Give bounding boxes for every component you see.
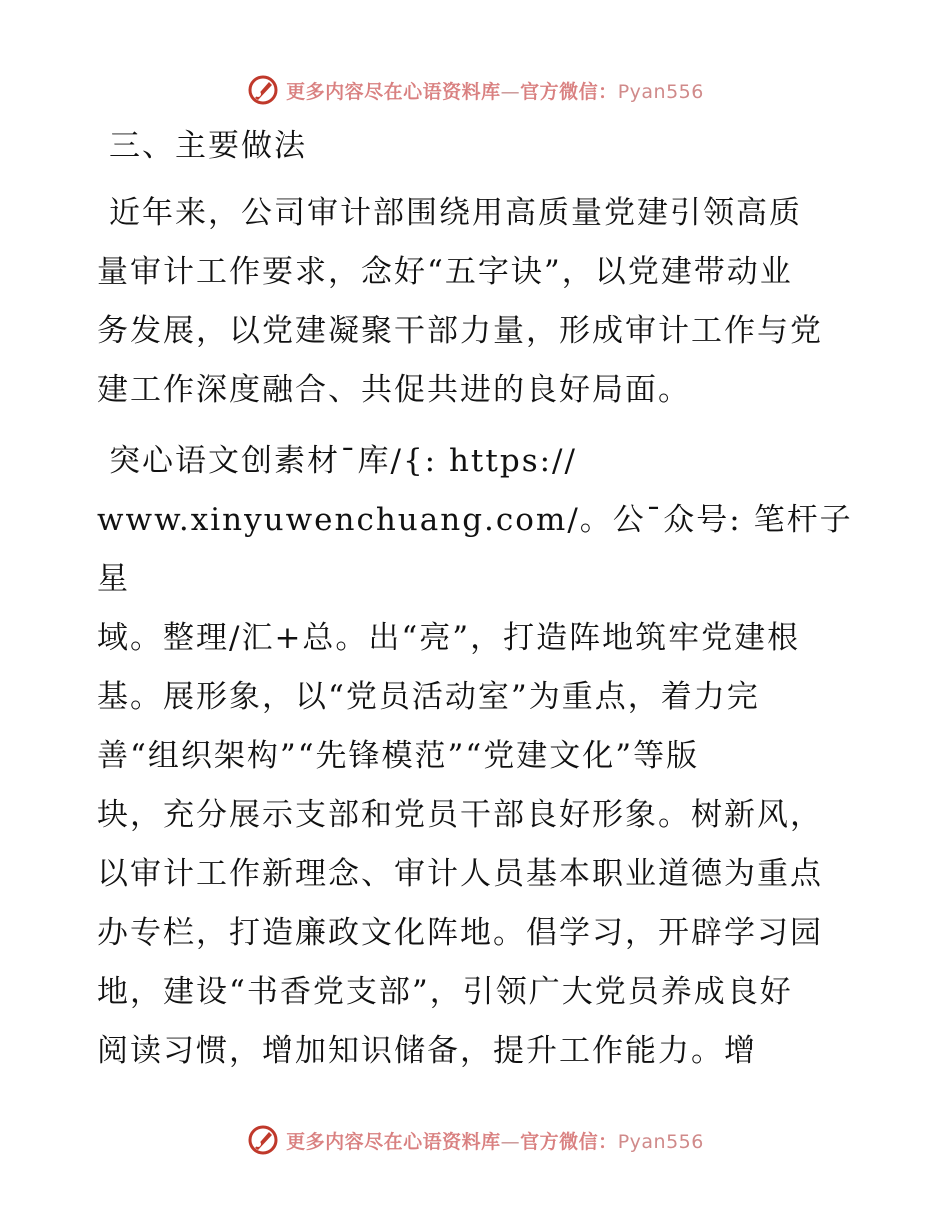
text-line: 地，建设“书香党支部”，引领广大党员养成良好	[97, 974, 793, 1010]
text-line: 基。展形象，以“党员活动室”为重点，着力完	[97, 679, 760, 715]
section-heading: 三、主要做法	[109, 128, 307, 164]
banner-wechat-id: Pyan556	[617, 1130, 704, 1153]
banner-text	[286, 77, 704, 104]
banner-title: 更多内容尽在心语资料库	[286, 1130, 501, 1153]
banner-title: 更多内容尽在心语资料库	[286, 80, 501, 103]
footer-watermark-banner	[0, 1120, 950, 1160]
text-line: 办专栏，打造廉政文化阵地。倡学习，开辟学习园	[97, 915, 823, 951]
header-watermark-banner	[0, 70, 950, 110]
banner-wechat-id: Pyan556	[617, 80, 704, 103]
banner-separator: —	[500, 1130, 521, 1153]
banner-wechat-label: 官方微信：	[520, 1130, 618, 1153]
banner-text	[286, 1127, 704, 1154]
paragraph-intro	[97, 184, 857, 420]
text-line: 建工作深度融合、共促共进的良好局面。	[97, 372, 691, 408]
pen-logo-icon	[246, 1123, 280, 1157]
text-line: 块，充分展示支部和党员干部良好形象。树新风，	[97, 797, 823, 833]
text-line: 善“组织架构”“先锋模范”“党建文化”等版	[97, 738, 700, 774]
text-line: 以审计工作新理念、审计人员基本职业道德为重点	[97, 856, 823, 892]
text-line: 近年来，公司审计部围绕用高质量党建引领高质	[109, 195, 802, 231]
banner-separator: —	[500, 80, 521, 103]
pen-logo-icon	[246, 73, 280, 107]
text-line: 域。整理/汇+总。出“亮”，打造阵地筑牢党建根	[97, 620, 801, 656]
text-line: 阅读习惯，增加知识储备，提升工作能力。增	[97, 1033, 757, 1069]
text-line: 量审计工作要求，念好“五字诀”，以党建带动业	[97, 254, 793, 290]
banner-wechat-label: 官方微信：	[520, 80, 618, 103]
text-line: www.xinyuwenchuang.com/。公¯众号: 笔杆子星	[97, 502, 853, 597]
paragraph-body	[97, 432, 857, 1081]
text-line: 突心语文创素材¯库/{: https://	[109, 443, 577, 479]
text-line: 务发展，以党建凝聚干部力量，形成审计工作与党	[97, 313, 823, 349]
document-body	[97, 120, 857, 1081]
